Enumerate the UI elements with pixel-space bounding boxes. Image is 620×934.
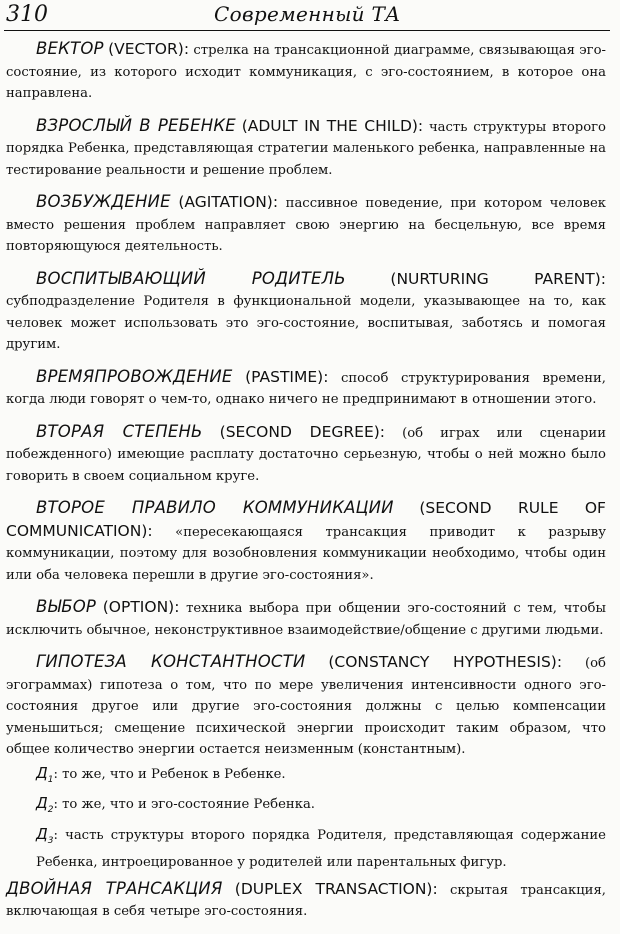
glossary-entry: [6, 38, 606, 105]
sub-item-text: : то же, что и эго-состояние Ребенка.: [53, 797, 316, 812]
glossary-entry: [6, 878, 606, 923]
glossary-entry: [6, 651, 606, 761]
definition: субподразделение Родителя в функциональной модели, указывающее на то, как человек может использовать это эго-состояние, воспитывая, заботясь и помогая другим.: [6, 294, 606, 352]
sub-item-text: : то же, что и Ребенок в Ребенке.: [53, 766, 286, 782]
term-en: (CONSTANCY HYPOTHESIS):: [328, 653, 563, 671]
sub-item-label: $Д_2$: [36, 794, 54, 815]
definition: часть структуры второго порядка Ребенка, представляющая стратегии маленького ребенка, направленные на тестирование реальности и решение проблем.: [6, 119, 606, 178]
definition: (об эгограммах) гипотеза о том, что по мере увеличения интенсивности одного эго-состояния другое или другие эго-состояния должны с целью компенсации уменьшиться; смещение психической энергии происходит таким образом, что общее количество энергии остается неизменным (константным).: [6, 656, 606, 757]
term-en: (AGITATION):: [178, 193, 279, 211]
sub-item-text: : часть структуры второго порядка Родителя, представляющая содержание Ребенка, интроецированное у родителей или парентальных фигур.: [36, 827, 606, 870]
sub-item: [6, 793, 606, 822]
term-ru: ВЗРОСЛЫЙ В РЕБЕНКЕ: [36, 115, 236, 135]
term-ru: ВТОРАЯ СТЕПЕНЬ: [36, 421, 203, 441]
sub-item-label: $Д_1$: [36, 763, 54, 785]
term-ru: ВЫБОР: [36, 597, 97, 616]
glossary-content: [6, 38, 606, 933]
glossary-entry: [6, 497, 606, 586]
term-en: (PASTIME):: [245, 367, 329, 386]
term-en: (NURTURING PARENT):: [390, 269, 606, 288]
term-en: (SECOND RULE OF COMMUNICATION):: [6, 499, 606, 540]
definition: техника выбора при общении эго-состояний с тем, чтобы исключить обычное, неконструктивное взаимодействие/общение с другими людьми.: [6, 601, 606, 638]
term-en: (VECTOR):: [108, 40, 190, 58]
glossary-entry: [6, 191, 606, 258]
term-en: (ADULT IN THE CHILD):: [241, 116, 424, 135]
sub-item: [6, 824, 606, 874]
definition: «пересекающаяся трансакция приводит к разрыву коммуникации, поэтому для возобновления коммуникации необходимо, чтобы один или оба человека перешли в другие эго-состояния».: [6, 524, 606, 583]
glossary-entry: [6, 366, 606, 411]
term-ru: ВОСПИТЫВАЮЩИЙ РОДИТЕЛЬ: [36, 268, 346, 288]
glossary-entry: [6, 115, 606, 182]
definition: стрелка на трансакционной диаграмме, связывающая эго-состояние, из которого исходит коммуникация, с эго-состоянием, в которое она направлена.: [6, 43, 606, 101]
definition: способ структурирования времени, когда люди говорят о чем-то, однако ничего не предпринимают в отношении этого.: [6, 370, 606, 407]
glossary-entry: [6, 596, 606, 641]
term-ru: ВРЕМЯПРОВОЖДЕНИЕ: [36, 366, 233, 386]
term-en: (DUPLEX TRANSACTION):: [234, 879, 438, 898]
term-ru: ВОЗБУЖДЕНИЕ: [36, 192, 171, 211]
sub-item-label: $Д_3$: [36, 824, 54, 846]
term-ru: ВЕКТОР: [36, 39, 104, 58]
term-en: (OPTION):: [102, 598, 180, 616]
term-ru: ДВОЙНАЯ ТРАНСАКЦИЯ: [6, 878, 223, 898]
definition: (об играх или сценарии побежденного) имеющие расплату достаточно серьезную, чтобы о ней можно было говорить в своем социальном круге.: [6, 425, 607, 484]
definition: пассивное поведение, при котором человек вместо решения проблем направляет свою энергию на бесцельную, все время повторяющуюся деятельность.: [6, 196, 606, 254]
glossary-entry: [6, 421, 606, 488]
page-number: 310: [6, 2, 48, 27]
term-ru: ВТОРОЕ ПРАВИЛО КОММУНИКАЦИИ: [36, 498, 394, 517]
running-title: Современный ТА: [214, 2, 401, 26]
term-ru: ГИПОТЕЗА КОНСТАНТНОСТИ: [36, 652, 306, 671]
page-header: [4, 0, 610, 31]
term-en: (SECOND DEGREE):: [219, 422, 386, 441]
sub-item: [6, 763, 606, 792]
glossary-entry: [6, 268, 606, 356]
definition: скрытая трансакция, включающая в себя четыре эго-состояния.: [6, 882, 606, 919]
